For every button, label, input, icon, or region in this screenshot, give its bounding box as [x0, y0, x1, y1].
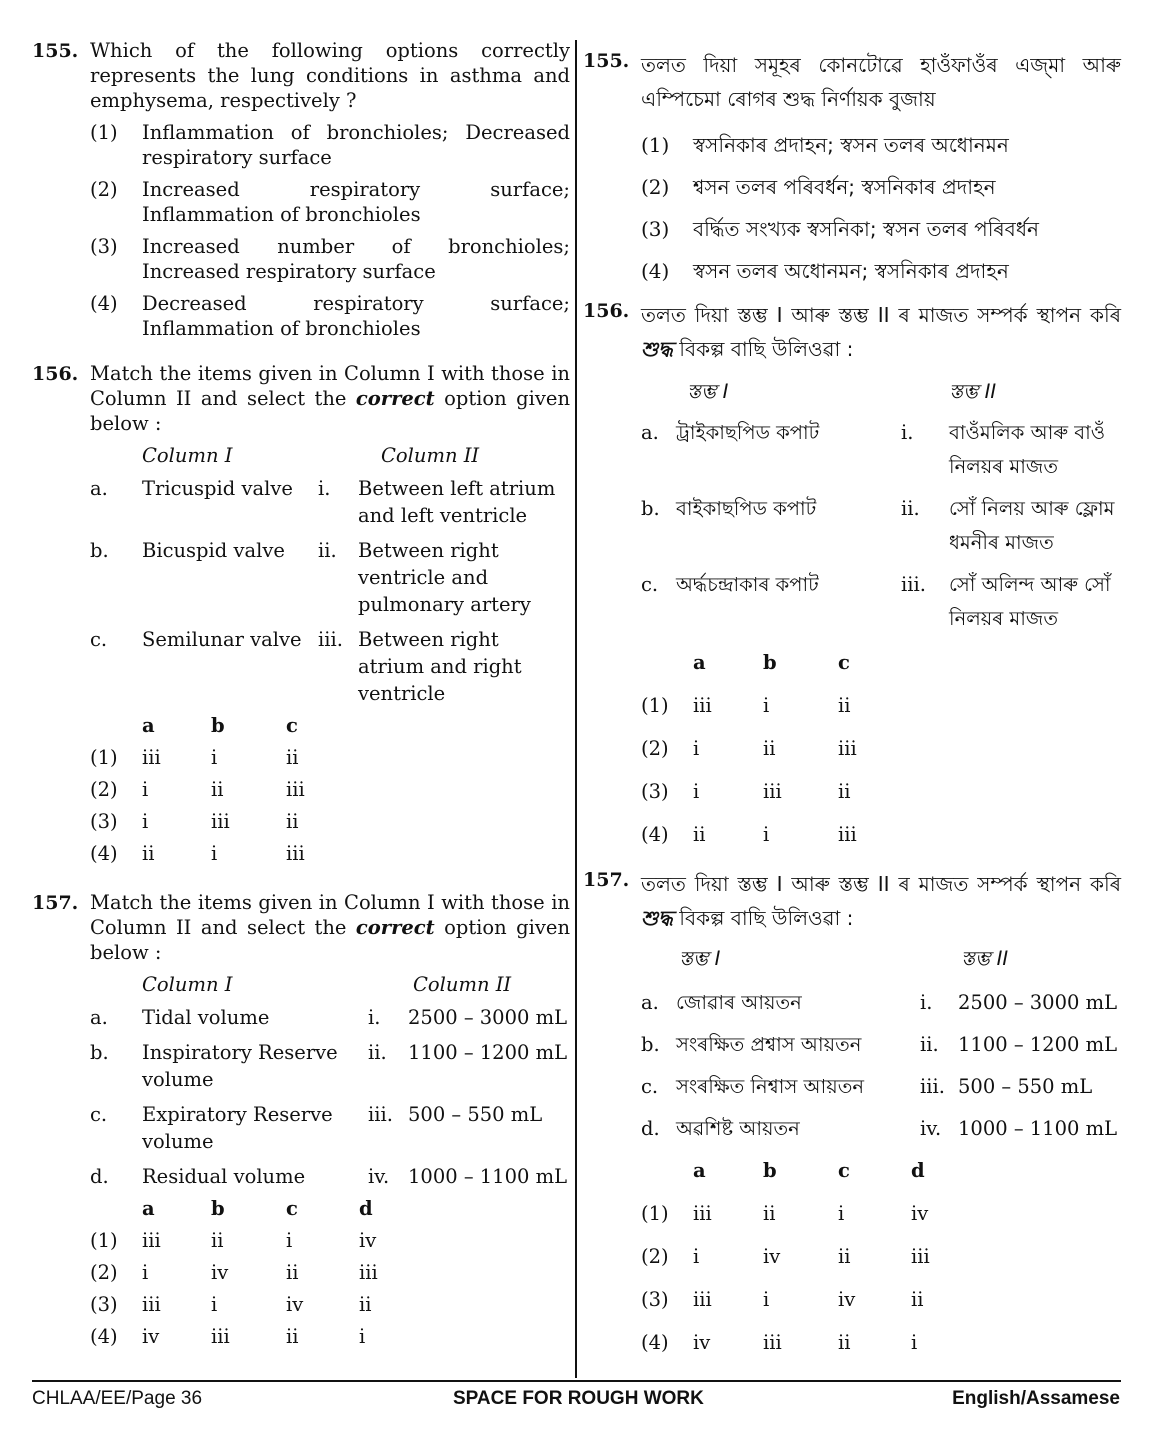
rough-work-label: SPACE FOR ROUGH WORK [453, 1388, 704, 1409]
option [90, 234, 570, 284]
match-row: c. Expiratory Reserve volume iii. 500 – 550 mL [90, 1103, 543, 1153]
question-number: 157. [32, 892, 79, 914]
language-label: English/Assamese [952, 1388, 1120, 1409]
question-text: তলত দিয়া সমূহৰ কোনটোৱে হাওঁফাওঁৰ এজ্‌মা আৰু এম্পিচেমা ৰোগৰ শুদ্ধ নিৰ্ণায়ক বুজায় [641, 53, 1121, 111]
answer-header: a b c d [142, 1197, 373, 1220]
emphasis-text: শুদ্ধ [641, 906, 673, 930]
answer-option: (3) iii i iv ii [90, 1293, 372, 1316]
match-row: a. জোৱাৰ আয়তন i. 2500 – 3000 mL [641, 991, 1118, 1014]
option: (1) স্বসনিকাৰ প্ৰদাহন; স্বসন তলৰ অধোনমন [641, 133, 1009, 157]
column-headers [90, 973, 570, 996]
answer-option: (1) iii ii i iv [90, 1229, 377, 1252]
answer-option: (2) i iv ii iii [641, 1245, 930, 1268]
match-row: c. অৰ্দ্ধচন্দ্ৰাকাৰ কপাট iii. সোঁ অলিন্দ আৰু সোঁ নিলয়ৰ মাজত [641, 573, 1111, 630]
answer-option: (2) i iv ii iii [90, 1261, 378, 1284]
match-row: d. অৱশিষ্ট আয়তন iv. 1000 – 1100 mL [641, 1117, 1118, 1140]
option-number: (3) [90, 235, 118, 258]
column-2-header: স্তম্ভ II [961, 947, 1009, 970]
match-row: b. বাইকাছপিড কপাট ii. সোঁ নিলয় আৰু ফ্লোম ধমনীৰ মাজত [641, 497, 1115, 554]
answer-option: (2) i ii iii [90, 778, 305, 801]
option-number: (1) [90, 121, 118, 144]
option-text: Increased respiratory surface; Inflammation of bronchioles [142, 178, 570, 226]
answer-option: (1) iii ii i iv [641, 1202, 929, 1225]
page-code: CHLAA/EE/Page 36 [32, 1388, 203, 1409]
question-number: 157. [583, 869, 630, 891]
question-text: Which of the following options correctly represents the lung conditions in asthma and emphysema, respectively ? [90, 39, 570, 112]
answer-option: (1) iii i ii [90, 746, 299, 769]
match-row: d. Residual volume iv. 1000 – 1100 mL [90, 1165, 568, 1188]
column-2-header: স্তম্ভ II [949, 380, 997, 403]
answer-option: (4) ii i iii [90, 842, 305, 865]
answer-option: (1) iii i ii [641, 694, 851, 717]
answer-header: a b c [693, 651, 850, 674]
answer-header: a b c d [693, 1159, 925, 1182]
question-number: 155. [583, 50, 630, 72]
answer-option: (3) i iii ii [641, 780, 851, 803]
question-156-en [32, 361, 570, 866]
column-1-header: Column I [142, 444, 233, 467]
footer-rule [32, 1380, 1121, 1382]
question-text: Match the items given in Column I with those in Column II and select the correct option given below : [90, 362, 570, 435]
column-2-header: Column II [413, 973, 512, 996]
option-text: Increased number of bronchioles; Increased respiratory surface [142, 235, 570, 283]
emphasis-text: correct [355, 387, 435, 410]
question-156-as [583, 298, 1121, 847]
column-divider [575, 40, 577, 1378]
question-text: Match the items given in Column I with those in Column II and select the correct option given below : [90, 891, 570, 964]
match-row: a. ট্ৰাইকাছপিড কপাট i. বাওঁমলিক আৰু বাওঁ নিলয়ৰ মাজত [641, 421, 1106, 478]
match-row: a. Tidal volume i. 2500 – 3000 mL [90, 1006, 568, 1029]
option-number: (2) [90, 178, 118, 201]
match-row: c. সংৰক্ষিত নিশ্বাস আয়তন iii. 500 – 550 mL [641, 1075, 1093, 1098]
column-headers [641, 378, 1121, 410]
option-number: (4) [90, 292, 118, 315]
option-text: Inflammation of bronchioles; Decreased respiratory surface [142, 121, 570, 169]
column-headers [641, 945, 1121, 977]
column-1-header: স্তম্ভ I [687, 380, 729, 403]
question-157-en [32, 890, 570, 1349]
option [90, 120, 570, 170]
option [90, 291, 570, 341]
question-157-as [583, 867, 1121, 1355]
question-number: 156. [583, 300, 630, 322]
question-number: 155. [32, 40, 79, 62]
match-row: c. Semilunar valve iii. Between right atrium and right ventricle [90, 628, 522, 705]
match-row: b. Inspiratory Reserve volume ii. 1100 – 1200 mL [90, 1041, 568, 1091]
option: (4) স্বসন তলৰ অধোনমন; স্বসনিকাৰ প্ৰদাহন [641, 259, 1009, 283]
column-1-header: স্তম্ভ I [679, 947, 721, 970]
answer-option: (4) ii i iii [641, 823, 857, 846]
column-1-header: Column I [142, 973, 233, 996]
question-155-as [583, 48, 1121, 284]
option: (2) শ্বসন তলৰ পৰিবৰ্ধন; স্বসনিকাৰ প্ৰদাহন [641, 175, 996, 199]
question-number: 156. [32, 363, 79, 385]
answer-option: (4) iv iii ii i [641, 1331, 918, 1354]
answer-option: (4) iv iii ii i [90, 1325, 366, 1348]
match-row: a. Tricuspid valve i. Between left atrium and left ventricle [90, 477, 556, 527]
match-row: b. Bicuspid valve ii. Between right ventricle and pulmonary artery [90, 539, 531, 616]
question-155-en [32, 38, 570, 341]
option-text: Decreased respiratory surface; Inflammation of bronchioles [142, 292, 570, 340]
answer-header: a b c [142, 714, 298, 737]
emphasis-text: correct [355, 916, 435, 939]
column-headers [90, 444, 570, 467]
match-row: b. সংৰক্ষিত প্ৰশ্বাস আয়তন ii. 1100 – 1200 mL [641, 1033, 1118, 1056]
answer-option: (2) i ii iii [641, 737, 857, 760]
emphasis-text: শুদ্ধ [641, 337, 673, 361]
column-2-header: Column II [381, 444, 480, 467]
option [90, 177, 570, 227]
english-column [32, 38, 570, 1349]
question-text: তলত দিয়া স্তম্ভ I আৰু স্তম্ভ II ৰ মাজত সম্পৰ্ক স্থাপন কৰি শুদ্ধ বিকল্প বাছি উলিওৱা : [641, 872, 1121, 930]
answer-option: (3) iii i iv ii [641, 1288, 924, 1311]
assamese-column [583, 38, 1121, 1355]
question-text: তলত দিয়া স্তম্ভ I আৰু স্তম্ভ II ৰ মাজত সম্পৰ্ক স্থাপন কৰি শুদ্ধ বিকল্প বাছি উলিওৱা : [641, 303, 1121, 361]
answer-option: (3) i iii ii [90, 810, 299, 833]
option: (3) বৰ্দ্ধিত সংখ্যক স্বসনিকা; স্বসন তলৰ পৰিবৰ্ধন [641, 217, 1039, 241]
